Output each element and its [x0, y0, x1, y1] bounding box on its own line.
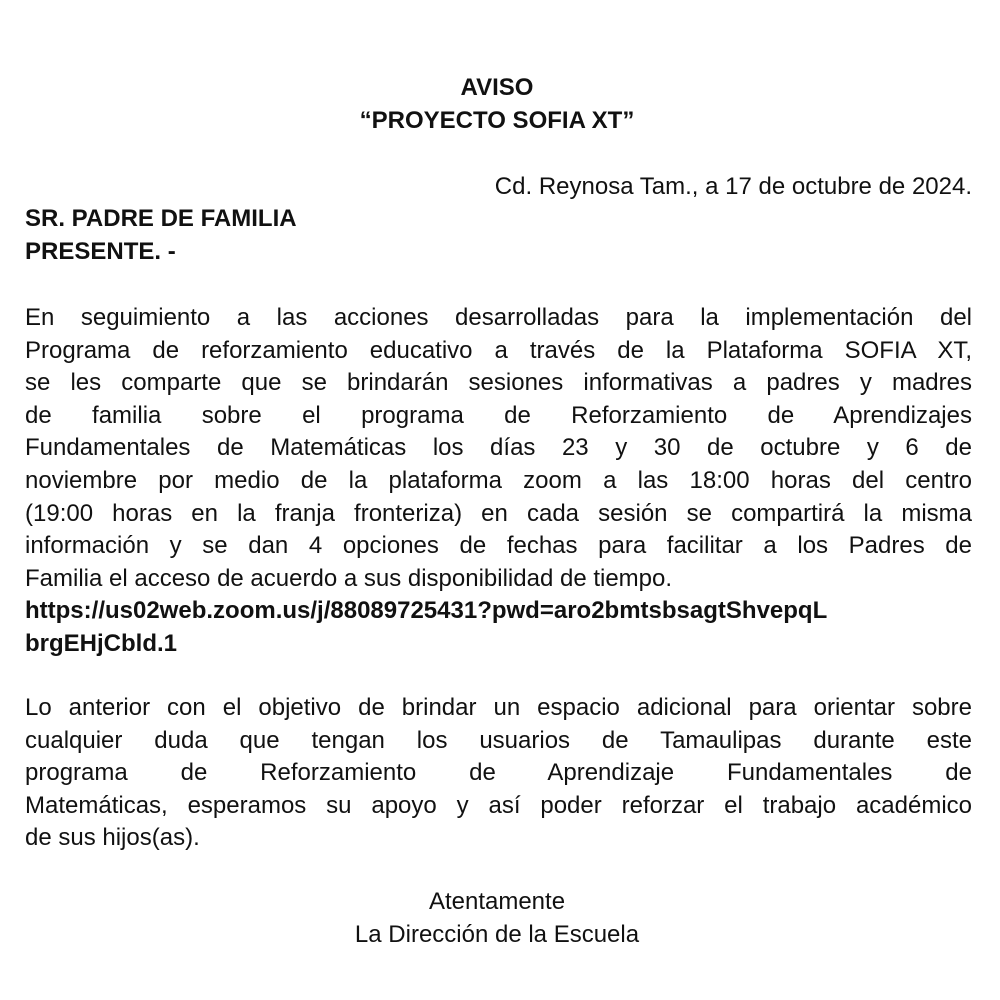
paragraph-line: Lo anterior con el objetivo de brindar un espacio adicional para orientar sobre — [25, 694, 972, 721]
paragraph-line: Familia el acceso de acuerdo a sus disponibilidad de tiempo. — [25, 564, 673, 592]
paragraph-line: Matemáticas, esperamos su apoyo y así poder reforzar el trabajo académico — [25, 791, 972, 819]
paragraph-line: Programa de reforzamiento educativo a través de la Plataforma SOFIA XT, — [25, 336, 972, 364]
paragraph-line: noviembre por medio de la plataforma zoom a las 18:00 horas del centro — [25, 466, 972, 494]
paragraph-line: cualquier duda que tengan los usuarios de Tamaulipas durante este — [25, 726, 972, 754]
notice-title: AVISO — [460, 74, 534, 101]
date-line: Cd. Reynosa Tam., a 17 de octubre de 2024. — [494, 173, 972, 200]
notice-subtitle: “PROYECTO SOFIA XT” — [359, 106, 635, 134]
paragraph-line: de familia sobre el programa de Reforzamiento de Aprendizajes — [25, 401, 972, 429]
paragraph-1 — [25, 302, 972, 595]
paragraph-line: programa de Reforzamiento de Aprendizaje Fundamentales de — [25, 759, 972, 787]
addressee-line: PRESENTE. - — [25, 237, 176, 265]
notice-header — [0, 72, 994, 137]
paragraph-line: de sus hijos(as). — [25, 824, 200, 852]
closing-salutation: Atentamente — [428, 888, 566, 915]
paragraph-line: (19:00 horas en la franja fronteriza) en cada sesión se compartirá la misma — [25, 499, 972, 527]
closing — [0, 886, 994, 951]
paragraph-2 — [25, 692, 972, 855]
addressee-line: SR. PADRE DE FAMILIA — [25, 205, 297, 232]
paragraph-line: En seguimiento a las acciones desarrolladas para la implementación del — [25, 304, 972, 331]
addressee — [25, 203, 972, 268]
paragraph-line: información y se dan 4 opciones de fechas para facilitar a los Padres de — [25, 532, 972, 560]
closing-signature: La Dirección de la Escuela — [354, 920, 640, 948]
paragraph-line: Fundamentales de Matemáticas los días 23 y 30 de octubre y 6 de — [25, 434, 972, 462]
zoom-link[interactable] — [25, 595, 972, 660]
zoom-link-line[interactable]: brgEHjCbld.1 — [25, 629, 178, 657]
zoom-link-line[interactable]: https://us02web.zoom.us/j/88089725431?pwd=aro2bmtsbsagtShvepqL — [25, 597, 828, 624]
paragraph-line: se les comparte que se brindarán sesiones informativas a padres y madres — [25, 369, 972, 397]
